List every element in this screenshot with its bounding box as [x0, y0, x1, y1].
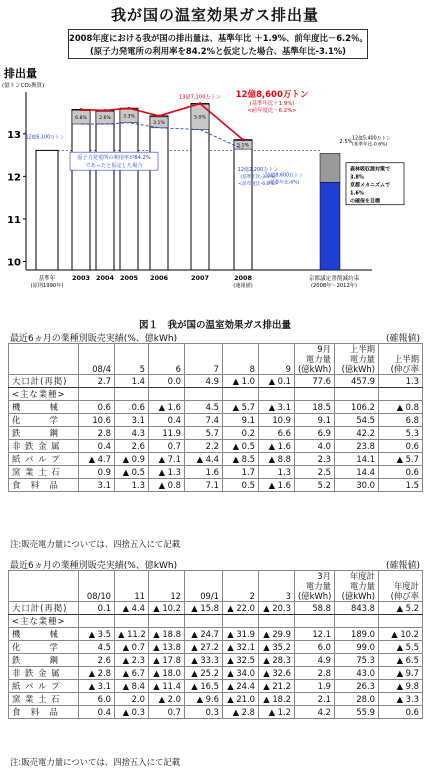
- table-cell: ▲ 0.8: [149, 479, 185, 492]
- table-cell: 3.1: [79, 479, 115, 492]
- kyoto-top-value-label: 12億5,400万トン: [352, 136, 392, 142]
- table-cell: 43.0: [335, 667, 379, 680]
- y-tick-label: 11: [7, 214, 21, 226]
- table-cell: 54.5: [335, 414, 379, 427]
- gap-percent-label: 5.1%: [237, 143, 249, 149]
- table-row: [9, 414, 423, 427]
- table-cell: [149, 615, 185, 628]
- table-cell: 0.6: [379, 466, 423, 479]
- column-header: [9, 344, 79, 375]
- table-cell: ▲ 4.4: [115, 602, 149, 615]
- table-cell: [79, 615, 115, 628]
- table-cell: ▲ 0.5: [223, 440, 259, 453]
- row-label: <主な業種>: [9, 615, 79, 628]
- table-cell: ▲ 33.3: [185, 654, 223, 667]
- gap-percent-label: 5.0%: [194, 115, 206, 121]
- table-cell: ▲ 10.2: [379, 628, 423, 641]
- table-cell: ▲ 3.1: [79, 680, 115, 693]
- table-cell: ▲ 1.6: [259, 440, 295, 453]
- table-1-title: 最近6ヵ月の業種別販売実績(%、億kWh): [10, 334, 178, 344]
- table-cell: ▲ 5.5: [379, 641, 423, 654]
- table-cell: 14.4: [335, 466, 379, 479]
- table-row: [9, 693, 423, 706]
- table-cell: 2.8: [79, 427, 115, 440]
- table-cell: ▲ 1.6: [149, 401, 185, 414]
- column-header: [9, 571, 79, 602]
- table-cell: 0.6: [379, 706, 423, 719]
- row-label: 鉄 鋼: [9, 427, 79, 440]
- table-cell: 4.0: [295, 440, 335, 453]
- x-tick-label: 2004: [95, 274, 115, 282]
- table-row: [9, 440, 423, 453]
- sales-table-1: [8, 343, 423, 492]
- annotation-2008-nuclear-vs-prior: <前年度比-6.6%>: [238, 181, 278, 187]
- table-cell: [379, 615, 423, 628]
- table-cell: 7.1: [185, 479, 223, 492]
- total-row: [9, 602, 423, 615]
- annotation-2007-value: 13億7,100万トン: [178, 94, 222, 101]
- y-tick-label: 13: [7, 129, 21, 141]
- table-cell: 843.8: [335, 602, 379, 615]
- table-cell: 2.6: [115, 440, 149, 453]
- kyoto-sink-segment: [320, 153, 340, 182]
- row-label: 窯 業 土 石: [9, 466, 79, 479]
- table-cell: ▲ 1.2: [259, 706, 295, 719]
- column-header: 年度計 (伸び率: [379, 571, 423, 602]
- table-cell: 2.2: [185, 440, 223, 453]
- table-cell: 18.5: [295, 401, 335, 414]
- table-cell: 2.6: [79, 654, 115, 667]
- table-cell: [149, 388, 185, 401]
- table-cell: 58.8: [295, 602, 335, 615]
- kyoto-value-sub: (基準年比-6%): [268, 180, 300, 186]
- table-cell: 6.0: [79, 693, 115, 706]
- table-cell: [185, 388, 223, 401]
- emissions-chart-svg: [0, 64, 430, 316]
- year-bar: [120, 108, 138, 270]
- row-label: 食 料 品: [9, 706, 79, 719]
- gap-percent-label: 2.6%: [99, 116, 111, 122]
- column-header: 9月 電力量 (億kWh): [295, 344, 335, 375]
- table-cell: 75.3: [335, 654, 379, 667]
- table-2-title: 最近6ヵ月の業種別販売実績(%、億kWh): [10, 561, 178, 571]
- table-cell: ▲ 0.8: [379, 401, 423, 414]
- year-bar: [234, 140, 252, 270]
- annotation-2008-nuclear-value: 12億2,200万トン: [237, 166, 279, 173]
- table-cell: ▲ 21.0: [223, 693, 259, 706]
- table-row: [9, 667, 423, 680]
- column-header: 8: [223, 344, 259, 375]
- table-cell: 1.3: [379, 375, 423, 388]
- sink-target-line: 1.6%: [350, 190, 364, 197]
- table-cell: ▲ 1.0: [223, 375, 259, 388]
- table-cell: 4.5: [79, 641, 115, 654]
- table-cell: 5.3: [379, 427, 423, 440]
- kyoto-gap-percent-label: 2.5%: [339, 139, 353, 146]
- table-cell: ▲ 3.5: [79, 628, 115, 641]
- table-cell: 30.0: [335, 479, 379, 492]
- table-cell: ▲ 11.2: [115, 628, 149, 641]
- kyoto-label: 京都議定書削減約束: [308, 276, 360, 282]
- table-cell: 2.7: [79, 375, 115, 388]
- table-cell: ▲ 5.7: [223, 401, 259, 414]
- table-cell: ▲ 24.4: [223, 680, 259, 693]
- table-cell: ▲ 18.8: [149, 628, 185, 641]
- actual-emissions-point: [158, 115, 161, 118]
- sink-target-line: 3.8%: [350, 174, 364, 181]
- table-cell: ▲ 6.5: [379, 654, 423, 667]
- table-cell: 1.9: [295, 680, 335, 693]
- x-tick-label: 2005: [119, 274, 139, 282]
- table-cell: 0.7: [149, 706, 185, 719]
- row-label: 食 料 品: [9, 479, 79, 492]
- column-header: 年度計 電力量 (億kWh): [335, 571, 379, 602]
- table-cell: 0.4: [79, 706, 115, 719]
- table-cell: ▲ 21.2: [259, 680, 295, 693]
- table-cell: [79, 388, 115, 401]
- annotation-2008-vs-prior: <前年度比－6.2%>: [247, 108, 297, 114]
- table-cell: 1.4: [115, 375, 149, 388]
- table-row: [9, 654, 423, 667]
- summary-box: [68, 29, 368, 59]
- section-row: [9, 388, 423, 401]
- table-cell: 26.3: [335, 680, 379, 693]
- table-cell: 0.4: [79, 440, 115, 453]
- table-cell: ▲ 6.7: [115, 667, 149, 680]
- table-cell: 42.2: [335, 427, 379, 440]
- table-cell: ▲ 5.2: [379, 602, 423, 615]
- sales-table-2-section: [8, 558, 422, 719]
- table-cell: [115, 388, 149, 401]
- sink-target-line: 森林吸収源対策で: [350, 166, 391, 173]
- table-cell: 0.2: [223, 427, 259, 440]
- table-cell: ▲ 11.4: [149, 680, 185, 693]
- y-axis-label: 排出量: [4, 67, 37, 80]
- row-label: <主な業種>: [9, 388, 79, 401]
- table-cell: [259, 388, 295, 401]
- table-cell: ▲ 4.4: [185, 453, 223, 466]
- table-cell: ▲ 18.2: [259, 693, 295, 706]
- table-cell: 23.8: [335, 440, 379, 453]
- annotation-2008-nuclear-vs-base: (基準年比-3.1%): [240, 174, 276, 180]
- table-cell: 7.4: [185, 414, 223, 427]
- annotation-2008-value: 12億8,600万トン: [235, 90, 309, 100]
- row-label: 機 械: [9, 401, 79, 414]
- table-cell: 5.7: [185, 427, 223, 440]
- table-cell: 0.4: [149, 414, 185, 427]
- table-cell: ▲ 31.9: [223, 628, 259, 641]
- nuclear-assumption-line-2: であったと仮定した場合: [85, 163, 143, 170]
- table-cell: 6.6: [259, 427, 295, 440]
- table-cell: 0.9: [79, 466, 115, 479]
- table-cell: ▲ 7.1: [149, 453, 185, 466]
- table-row: [9, 706, 423, 719]
- table-cell: ▲ 32.1: [223, 641, 259, 654]
- figure-caption: 図１ 我が国の温室効果ガス排出量: [138, 320, 291, 331]
- table-cell: ▲ 2.0: [149, 693, 185, 706]
- table-cell: ▲ 2.8: [223, 706, 259, 719]
- kyoto-target-bar: [320, 182, 340, 270]
- table-cell: ▲ 9.7: [379, 667, 423, 680]
- column-header: 3月 電力量 (億kWh): [295, 571, 335, 602]
- table-row: [9, 401, 423, 414]
- table-cell: 11.9: [149, 427, 185, 440]
- column-header: 上半期 電力量 (億kWh): [335, 344, 379, 375]
- actual-emissions-point: [199, 102, 202, 105]
- base-year-bar: [36, 150, 58, 270]
- summary-line-1: 2008年度における我が国の排出量は、基準年比 ＋1.9%、前年度比－6.2％。: [69, 33, 368, 43]
- x-tick-label: 2007: [190, 274, 210, 282]
- table-cell: 189.0: [335, 628, 379, 641]
- gap-percent-label: 3.1%: [153, 120, 165, 126]
- x-tick-label: 2008: [233, 274, 253, 282]
- table-cell: ▲ 9.6: [185, 693, 223, 706]
- table-cell: 3.1: [115, 414, 149, 427]
- table-cell: [223, 615, 259, 628]
- table-row: [9, 628, 423, 641]
- table-cell: ▲ 35.2: [259, 641, 295, 654]
- table-cell: ▲ 29.9: [259, 628, 295, 641]
- table-2-footnote: 注:販売電力量については、四捨五入にて記載: [10, 757, 181, 767]
- table-cell: 6.8: [379, 414, 423, 427]
- sink-target-line: の確保を目標: [350, 198, 381, 205]
- table-1-status-note: (確報値): [385, 334, 420, 344]
- row-label: 大口計(再掲): [9, 602, 79, 615]
- row-label: 紙 パ ル プ: [9, 680, 79, 693]
- table-cell: 2.1: [295, 693, 335, 706]
- table-cell: 4.9: [295, 654, 335, 667]
- sink-target-line: 京都メカニズムで: [350, 182, 391, 189]
- column-header: 6: [149, 344, 185, 375]
- table-cell: 2.8: [295, 667, 335, 680]
- table-cell: ▲ 0.5: [115, 466, 149, 479]
- table-cell: 0.3: [185, 706, 223, 719]
- column-header: 12: [149, 571, 185, 602]
- year-bar: [150, 116, 168, 270]
- table-2-status-note: (確報値): [385, 561, 420, 571]
- kyoto-sublabel: (2008年～2012年): [310, 283, 358, 289]
- table-cell: ▲ 9.8: [379, 680, 423, 693]
- table-cell: 9.1: [223, 414, 259, 427]
- summary-line-2: (原子力発電所の利用率を84.2%と仮定した場合、基準年比-3.1%): [89, 46, 347, 56]
- table-cell: ▲ 27.2: [185, 641, 223, 654]
- table-cell: ▲ 0.9: [115, 453, 149, 466]
- table-cell: [295, 388, 335, 401]
- sales-table-1-section: [8, 331, 422, 492]
- table-cell: 2.5: [295, 466, 335, 479]
- table-row: [9, 680, 423, 693]
- table-cell: 0.0: [149, 375, 185, 388]
- table-cell: 6.9: [295, 427, 335, 440]
- annotation-2008-vs-base: (基準年比＋1.9%): [249, 101, 295, 107]
- total-row: [9, 375, 423, 388]
- table-cell: ▲ 0.1: [259, 375, 295, 388]
- column-header: 2: [223, 571, 259, 602]
- column-header: 上半期 (伸び率: [379, 344, 423, 375]
- y-axis-unit: (億トンCO₂換算): [2, 83, 45, 89]
- section-row: [9, 615, 423, 628]
- table-cell: [295, 615, 335, 628]
- table-cell: 0.6: [379, 440, 423, 453]
- table-cell: ▲ 22.0: [223, 602, 259, 615]
- base-year-value-label: 12億6,100万トン: [25, 135, 65, 141]
- table-row: [9, 479, 423, 492]
- table-cell: 10.9: [259, 414, 295, 427]
- table-cell: ▲ 2.3: [115, 654, 149, 667]
- table-cell: ▲ 13.8: [149, 641, 185, 654]
- sales-table-2: [8, 570, 423, 719]
- page-title: 我が国の温室効果ガス排出量: [110, 6, 319, 24]
- nuclear-assumption-line-1: 原子力発電所の利用率が84.2%: [77, 155, 151, 162]
- table-cell: [335, 615, 379, 628]
- table-cell: [379, 388, 423, 401]
- table-cell: 10.6: [79, 414, 115, 427]
- column-header: 3: [259, 571, 295, 602]
- x-tick-label: 2003: [71, 274, 91, 282]
- table-cell: 4.2: [295, 706, 335, 719]
- table-cell: 4.9: [185, 375, 223, 388]
- y-tick-label: 10: [7, 257, 21, 269]
- x-tick-sublabel: (速報値): [233, 283, 253, 289]
- table-cell: 457.9: [335, 375, 379, 388]
- table-cell: ▲ 10.2: [149, 602, 185, 615]
- table-cell: 14.1: [335, 453, 379, 466]
- table-cell: ▲ 4.7: [79, 453, 115, 466]
- table-cell: ▲ 18.0: [149, 667, 185, 680]
- table-cell: [259, 615, 295, 628]
- row-label: 大口計(再掲): [9, 375, 79, 388]
- table-cell: ▲ 0.3: [115, 706, 149, 719]
- row-label: 化 学: [9, 641, 79, 654]
- table-cell: ▲ 25.2: [185, 667, 223, 680]
- table-cell: ▲ 0.7: [115, 641, 149, 654]
- base-year-label: 基準年: [38, 276, 56, 282]
- row-label: 鉄 鋼: [9, 654, 79, 667]
- table-cell: ▲ 32.5: [223, 654, 259, 667]
- table-row: [9, 466, 423, 479]
- table-row: [9, 427, 423, 440]
- gap-percent-label: 3.3%: [123, 114, 135, 120]
- column-header: 09/1: [185, 571, 223, 602]
- table-cell: 1.6: [185, 466, 223, 479]
- table-cell: ▲ 8.5: [223, 453, 259, 466]
- table-cell: [115, 615, 149, 628]
- table-cell: 2.3: [295, 453, 335, 466]
- table-cell: 0.1: [79, 602, 115, 615]
- table-cell: ▲ 8.8: [259, 453, 295, 466]
- table-cell: 5.2: [295, 479, 335, 492]
- table-cell: 99.0: [335, 641, 379, 654]
- table-row: [9, 453, 423, 466]
- actual-emissions-point: [242, 138, 245, 141]
- table-cell: ▲ 5.7: [379, 453, 423, 466]
- table-cell: 0.6: [79, 401, 115, 414]
- table-cell: 6.0: [295, 641, 335, 654]
- table-cell: [185, 615, 223, 628]
- kyoto-top-value-sub: (基準年比-0.6%): [352, 142, 388, 148]
- table-cell: ▲ 24.7: [185, 628, 223, 641]
- column-header: 08/4: [79, 344, 115, 375]
- table-cell: ▲ 3.3: [379, 693, 423, 706]
- y-tick-label: 12: [7, 172, 21, 184]
- table-1-footnote: 注:販売電力量については、四捨五入にて記載: [10, 539, 181, 549]
- table-cell: 1.3: [259, 466, 295, 479]
- emissions-chart: [0, 64, 430, 324]
- table-cell: ▲ 16.5: [185, 680, 223, 693]
- table-cell: [335, 388, 379, 401]
- table-cell: 1.7: [223, 466, 259, 479]
- row-label: 機 械: [9, 628, 79, 641]
- table-cell: 55.9: [335, 706, 379, 719]
- row-label: 紙 パ ル プ: [9, 453, 79, 466]
- actual-emissions-point: [104, 109, 107, 112]
- table-cell: 0.7: [149, 440, 185, 453]
- table-cell: 12.1: [295, 628, 335, 641]
- column-header: 08/10: [79, 571, 115, 602]
- table-cell: ▲ 28.3: [259, 654, 295, 667]
- table-cell: ▲ 2.8: [79, 667, 115, 680]
- table-cell: [223, 388, 259, 401]
- kyoto-value-label: 11億8,600万トン: [264, 173, 304, 179]
- table-cell: ▲ 1.3: [149, 466, 185, 479]
- column-header: 9: [259, 344, 295, 375]
- column-header: 11: [115, 571, 149, 602]
- table-cell: ▲ 1.6: [259, 479, 295, 492]
- table-cell: 106.2: [335, 401, 379, 414]
- table-cell: 1.5: [379, 479, 423, 492]
- table-cell: ▲ 17.8: [149, 654, 185, 667]
- table-cell: 9.1: [295, 414, 335, 427]
- table-cell: ▲ 15.8: [185, 602, 223, 615]
- table-cell: ▲ 20.3: [259, 602, 295, 615]
- table-row: [9, 641, 423, 654]
- table-cell: 4.3: [115, 427, 149, 440]
- table-cell: ▲ 32.6: [259, 667, 295, 680]
- table-cell: 1.3: [115, 479, 149, 492]
- table-cell: 28.0: [335, 693, 379, 706]
- table-cell: 2.0: [115, 693, 149, 706]
- x-tick-label: 2006: [149, 274, 169, 282]
- row-label: 非 鉄 金 属: [9, 667, 79, 680]
- actual-emissions-point: [128, 107, 131, 110]
- gap-percent-label: 6.8%: [75, 115, 87, 121]
- table-cell: 0.6: [115, 401, 149, 414]
- table-cell: ▲ 34.0: [223, 667, 259, 680]
- column-header: 5: [115, 344, 149, 375]
- row-label: 化 学: [9, 414, 79, 427]
- table-cell: 4.5: [185, 401, 223, 414]
- column-header: 7: [185, 344, 223, 375]
- actual-emissions-point: [80, 108, 83, 111]
- base-year-sublabel: (原則1990年): [30, 283, 64, 289]
- year-bar: [96, 110, 114, 270]
- table-cell: 0.5: [223, 479, 259, 492]
- table-cell: 77.6: [295, 375, 335, 388]
- table-cell: ▲ 3.1: [259, 401, 295, 414]
- table-cell: ▲ 8.4: [115, 680, 149, 693]
- row-label: 非 鉄 金 属: [9, 440, 79, 453]
- year-bar: [72, 110, 90, 270]
- row-label: 窯 業 土 石: [9, 693, 79, 706]
